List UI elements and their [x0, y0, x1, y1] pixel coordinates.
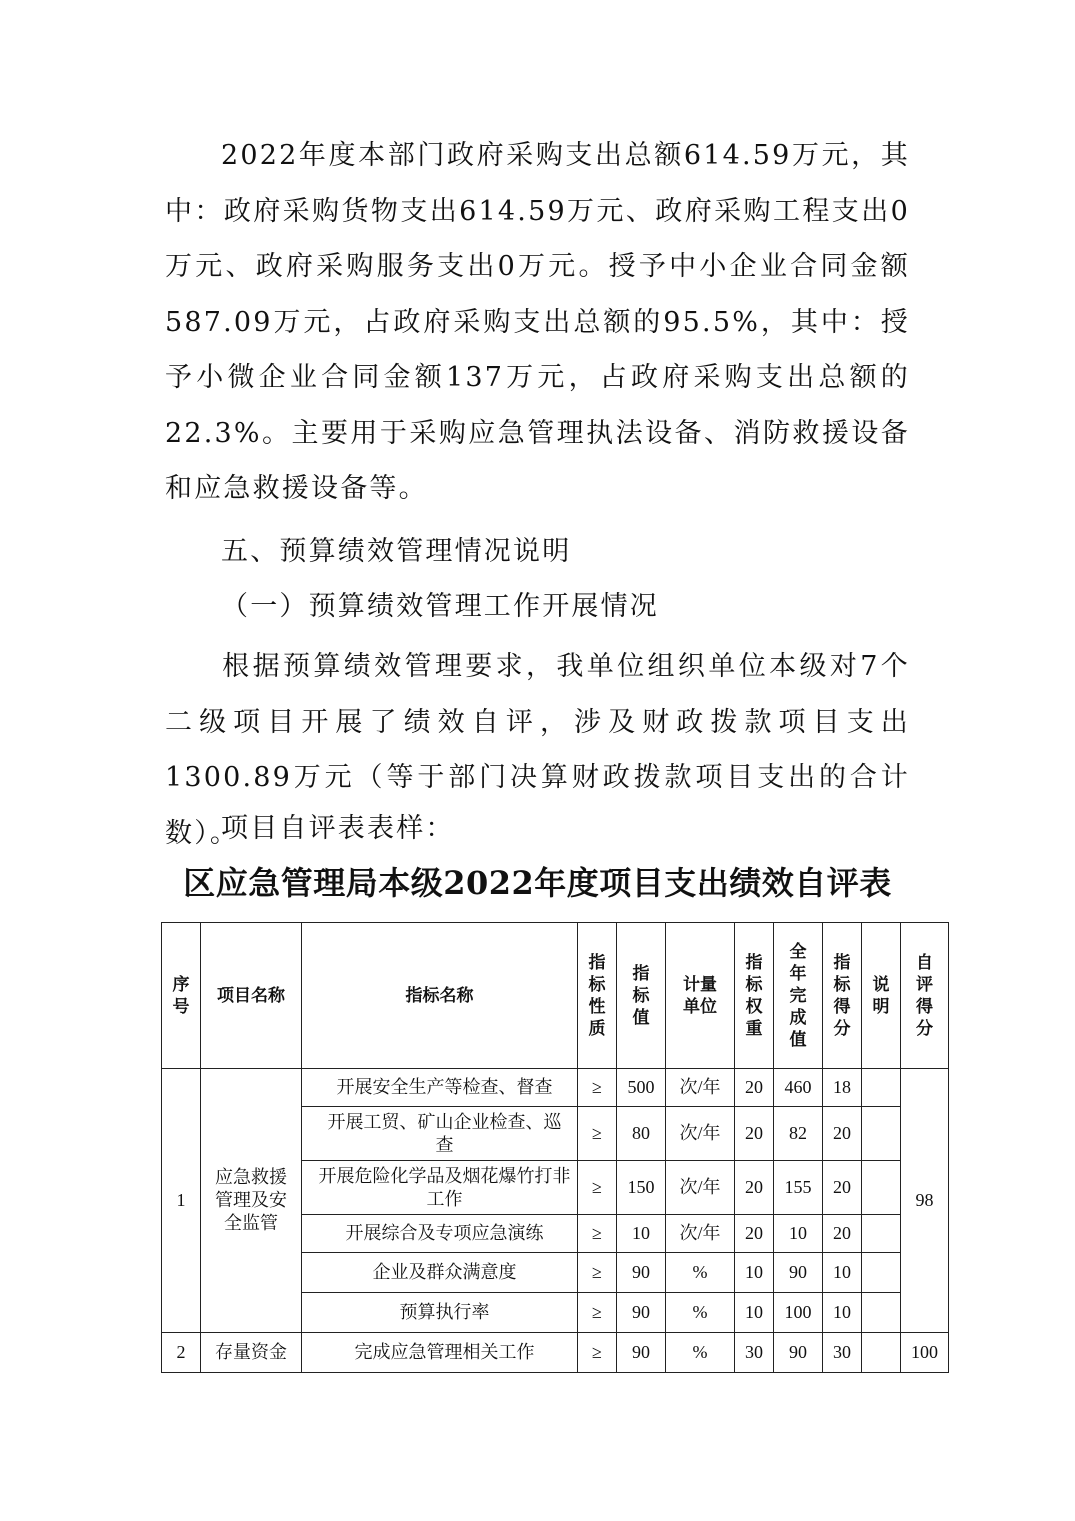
indicator-note — [862, 1253, 901, 1293]
indicator-unit: % — [666, 1293, 735, 1333]
indicator-score: 20 — [823, 1107, 862, 1161]
group-project: 存量资金 — [201, 1333, 302, 1373]
indicator-weight: 20 — [735, 1215, 774, 1253]
indicator-unit: % — [666, 1253, 735, 1293]
indicator-nature: ≥ — [578, 1333, 617, 1373]
indicator-score: 18 — [823, 1069, 862, 1107]
indicator-name: 完成应急管理相关工作 — [302, 1333, 578, 1373]
group-project: 应急救援管理及安全监管 — [201, 1069, 302, 1333]
indicator-name: 开展工贸、矿山企业检查、巡查 — [302, 1107, 578, 1161]
indicator-nature: ≥ — [578, 1293, 617, 1333]
group-self-score: 100 — [901, 1333, 949, 1373]
header-actual: 全年完成值 — [774, 923, 823, 1069]
section-heading-5: 五、预算绩效管理情况说明 — [221, 536, 572, 567]
table-row — [162, 1333, 949, 1373]
indicator-name: 企业及群众满意度 — [302, 1253, 578, 1293]
indicator-unit: % — [666, 1333, 735, 1373]
indicator-actual: 155 — [774, 1161, 823, 1215]
header-seq: 序号 — [162, 923, 201, 1069]
indicator-score: 30 — [823, 1333, 862, 1373]
indicator-actual: 460 — [774, 1069, 823, 1107]
self-evaluation-table — [161, 922, 949, 1373]
indicator-note — [862, 1069, 901, 1107]
indicator-target: 90 — [617, 1293, 666, 1333]
indicator-score: 10 — [823, 1253, 862, 1293]
indicator-note — [862, 1215, 901, 1253]
indicator-target: 80 — [617, 1107, 666, 1161]
indicator-unit: 次/年 — [666, 1215, 735, 1253]
performance-text: 根据预算绩效管理要求，我单位组织单位本级对7个二级项目开展了绩效自评，涉及财政拨款项目支出1300.89万元（等于部门决算财政拨款项目支出的合计数）。 — [165, 651, 910, 849]
indicator-actual: 90 — [774, 1333, 823, 1373]
indicator-actual: 100 — [774, 1293, 823, 1333]
indicator-note — [862, 1333, 901, 1373]
indicator-nature: ≥ — [578, 1069, 617, 1107]
sample-label: 项目自评表表样： — [221, 813, 455, 844]
indicator-weight: 10 — [735, 1253, 774, 1293]
header-project: 项目名称 — [201, 923, 302, 1069]
indicator-note — [862, 1161, 901, 1215]
indicator-actual: 10 — [774, 1215, 823, 1253]
indicator-score: 20 — [823, 1215, 862, 1253]
indicator-name: 开展综合及专项应急演练 — [302, 1215, 578, 1253]
indicator-unit: 次/年 — [666, 1069, 735, 1107]
procurement-text: 2022年度本部门政府采购支出总额614.59万元，其中：政府采购货物支出614.59万元、政府采购工程支出0万元、政府采购服务支出0万元。授予中小企业合同金额587.09万元，占政府采购支出总额的95.5%，其中：授予小微企业合同金额137万元，占政府采购支出总额的22.3%。主要用于采购应急管理执法设备、消防救援设备和应急救援设备等。 — [165, 140, 910, 504]
indicator-unit: 次/年 — [666, 1107, 735, 1161]
header-weight: 指标权重 — [735, 923, 774, 1069]
indicator-target: 10 — [617, 1215, 666, 1253]
indicator-nature: ≥ — [578, 1161, 617, 1215]
procurement-paragraph — [165, 128, 910, 517]
indicator-name: 开展安全生产等检查、督查 — [302, 1069, 578, 1107]
subsection-heading-5-1: （一）预算绩效管理工作开展情况 — [221, 591, 659, 622]
header-target: 指标值 — [617, 923, 666, 1069]
header-note: 说明 — [862, 923, 901, 1069]
header-unit: 计量单位 — [666, 923, 735, 1069]
indicator-actual: 82 — [774, 1107, 823, 1161]
indicator-target: 90 — [617, 1253, 666, 1293]
indicator-weight: 20 — [735, 1107, 774, 1161]
indicator-score: 20 — [823, 1161, 862, 1215]
table-header-row — [162, 923, 949, 1069]
indicator-weight: 30 — [735, 1333, 774, 1373]
group-self-score: 98 — [901, 1069, 949, 1333]
indicator-unit: 次/年 — [666, 1161, 735, 1215]
indicator-nature: ≥ — [578, 1215, 617, 1253]
indicator-weight: 20 — [735, 1069, 774, 1107]
indicator-target: 500 — [617, 1069, 666, 1107]
indicator-weight: 20 — [735, 1161, 774, 1215]
header-nature: 指标性质 — [578, 923, 617, 1069]
indicator-target: 150 — [617, 1161, 666, 1215]
header-self-score: 自评得分 — [901, 923, 949, 1069]
indicator-weight: 10 — [735, 1293, 774, 1333]
indicator-actual: 90 — [774, 1253, 823, 1293]
header-indicator: 指标名称 — [302, 923, 578, 1069]
table-row — [162, 1069, 949, 1107]
indicator-score: 10 — [823, 1293, 862, 1333]
table-title: 区应急管理局本级2022年度项目支出绩效自评表 — [183, 864, 892, 902]
indicator-note — [862, 1293, 901, 1333]
group-seq: 2 — [162, 1333, 201, 1373]
indicator-name: 预算执行率 — [302, 1293, 578, 1333]
indicator-target: 90 — [617, 1333, 666, 1373]
group-seq: 1 — [162, 1069, 201, 1333]
indicator-nature: ≥ — [578, 1107, 617, 1161]
indicator-note — [862, 1107, 901, 1161]
indicator-nature: ≥ — [578, 1253, 617, 1293]
header-score: 指标得分 — [823, 923, 862, 1069]
indicator-name: 开展危险化学品及烟花爆竹打非工作 — [302, 1161, 578, 1215]
